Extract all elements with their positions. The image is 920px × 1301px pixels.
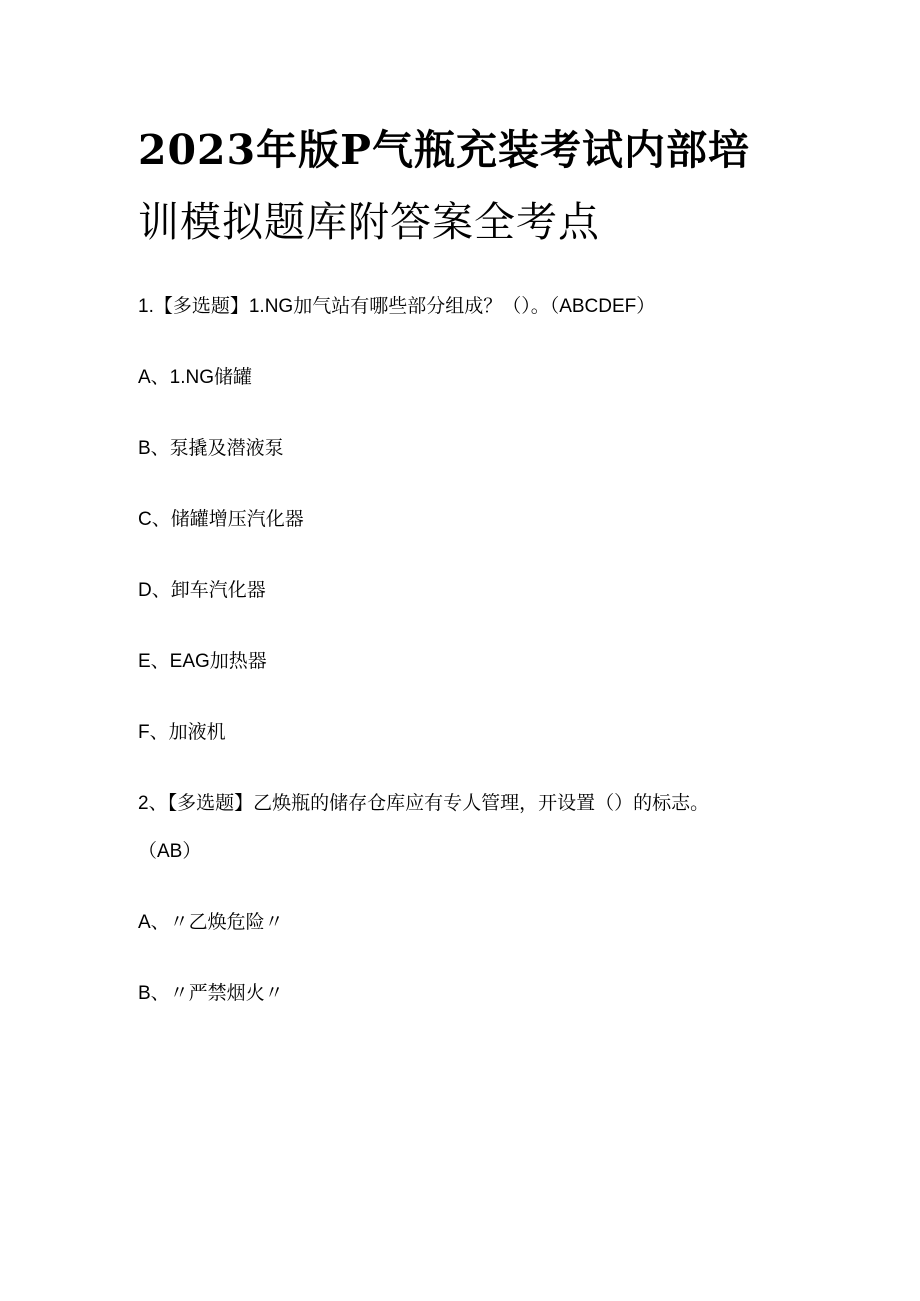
question-1-option-d: D、卸车汽化器: [138, 580, 266, 601]
question-2-option-b: B、〃严禁烟火〃: [138, 983, 284, 1004]
question-2-option-a: A、〃乙焕危险〃: [138, 912, 284, 933]
question-2-stem: 2、【多选题】乙焕瓶的储存仓库应有专人管理，开设置（）的标志。: [138, 793, 710, 814]
question-1-option-e: E、EAG加热器: [138, 651, 267, 672]
document-title-line-1: 2023年版P气瓶充装考试内部培: [138, 126, 750, 174]
question-1-option-c: C、储罐增压汽化器: [138, 509, 304, 530]
question-2-answer: （AB）: [138, 841, 202, 862]
question-1-option-f: F、加液机: [138, 722, 226, 743]
question-1-option-b: B、泵撬及潜液泵: [138, 438, 284, 459]
question-1-option-a: A、1.NG储罐: [138, 367, 253, 388]
question-1-stem: 1.【多选题】1.NG加气站有哪些部分组成？（）。（ABCDEF）: [138, 296, 656, 317]
document-title-line-2: 训模拟题库附答案全考点: [138, 198, 600, 246]
